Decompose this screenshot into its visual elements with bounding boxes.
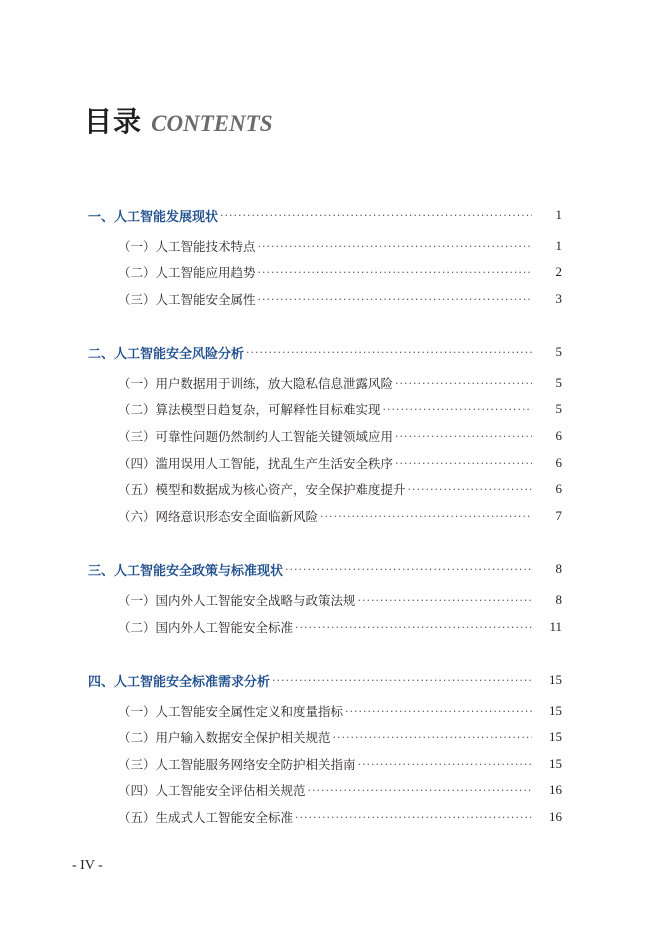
dot-leader [295, 621, 532, 634]
toc-entry-label: （五）生成式人工智能安全标准 [118, 810, 294, 825]
toc-entry-label: 一、人工智能发展现状 [88, 209, 219, 225]
toc-entry-page: 1 [555, 207, 562, 222]
toc-entry-label: （四）滥用误用人工智能，扰乱生产生活安全秩序 [118, 456, 394, 471]
toc-subsection-entry[interactable] [0, 807, 665, 827]
toc-entry-page: 8 [555, 561, 562, 576]
toc-subsection-entry[interactable] [0, 479, 665, 499]
dot-leader [246, 346, 532, 359]
toc-subsection-entry[interactable] [0, 373, 665, 393]
toc-entry-page: 15 [549, 729, 562, 744]
toc-entry-page: 15 [549, 672, 562, 687]
dot-leader [308, 784, 532, 797]
toc-entry-page: 5 [555, 401, 562, 416]
toc-entry-label: （二）算法模型日趋复杂，可解释性目标难实现 [118, 402, 381, 417]
dot-leader [358, 594, 532, 607]
toc-entry-page: 6 [555, 428, 562, 443]
dot-leader [258, 293, 532, 306]
toc-entry-page: 6 [555, 455, 562, 470]
toc-entry-label: 四、人工智能安全标准需求分析 [88, 674, 271, 690]
toc-entry-label: 三、人工智能安全政策与标准现状 [88, 563, 284, 579]
toc-title-cn: 目录 [84, 105, 143, 138]
toc-subsection-entry[interactable] [0, 289, 665, 309]
toc-entry-page: 2 [555, 264, 562, 279]
toc-subsection-entry[interactable] [0, 754, 665, 774]
toc-entry-label: （六）网络意识形态安全面临新风险 [118, 509, 319, 524]
toc-subsection-entry[interactable] [0, 262, 665, 282]
toc-entry-label: （五）模型和数据成为核心资产，安全保护难度提升 [118, 482, 406, 497]
toc-entry-page: 5 [555, 344, 562, 359]
toc-subsection-entry[interactable] [0, 236, 665, 256]
dot-leader [272, 674, 532, 687]
toc-subsection-entry[interactable] [0, 727, 665, 747]
toc-section-entry[interactable] [0, 670, 665, 690]
toc-entry-label: （一）人工智能安全属性定义和度量指标 [118, 704, 344, 719]
toc-entry-page: 16 [549, 782, 562, 797]
toc-subsection-entry[interactable] [0, 701, 665, 721]
toc-entry-label: （一）用户数据用于训练，放大隐私信息泄露风险 [118, 376, 394, 391]
toc-entry-page: 3 [555, 291, 562, 306]
toc-entry-page: 15 [549, 756, 562, 771]
dot-leader [258, 240, 532, 253]
toc-subsection-entry[interactable] [0, 506, 665, 526]
toc-title-en: CONTENTS [151, 111, 273, 136]
dot-leader [220, 209, 532, 222]
toc-section-entry[interactable] [0, 559, 665, 579]
toc-entry-label: （一）国内外人工智能安全战略与政策法规 [118, 593, 356, 608]
toc-subsection-entry[interactable] [0, 780, 665, 800]
toc-entry-label: （三）人工智能安全属性 [118, 292, 256, 307]
dot-leader [383, 403, 532, 416]
toc-entry-page: 7 [555, 508, 562, 523]
toc-entry-label: （二）国内外人工智能安全标准 [118, 620, 294, 635]
dot-leader [258, 266, 532, 279]
toc-entry-label: （三）人工智能服务网络安全防护相关指南 [118, 757, 356, 772]
toc-entry-page: 1 [555, 238, 562, 253]
dot-leader [395, 457, 532, 470]
toc-entry-page: 15 [549, 703, 562, 718]
toc-entry-page: 16 [549, 809, 562, 824]
toc-subsection-entry[interactable] [0, 399, 665, 419]
dot-leader [408, 483, 532, 496]
page-number: - IV - [72, 858, 103, 873]
dot-leader [345, 705, 532, 718]
toc-subsection-entry[interactable] [0, 617, 665, 637]
toc-entry-label: （四）人工智能安全评估相关规范 [118, 783, 306, 798]
toc-section-entry[interactable] [0, 342, 665, 362]
toc-entry-page: 8 [555, 592, 562, 607]
toc-entry-label: （二）用户输入数据安全保护相关规范 [118, 730, 331, 745]
dot-leader [395, 377, 532, 390]
dot-leader [395, 430, 532, 443]
toc-entry-label: 二、人工智能安全风险分析 [88, 346, 245, 362]
toc-subsection-entry[interactable] [0, 453, 665, 473]
dot-leader [333, 731, 532, 744]
toc-entry-page: 6 [555, 481, 562, 496]
dot-leader [358, 758, 532, 771]
toc-section-entry[interactable] [0, 205, 665, 225]
toc-entry-label: （二）人工智能应用趋势 [118, 265, 256, 280]
toc-entry-label: （一）人工智能技术特点 [118, 239, 256, 254]
toc-entry-label: （三）可靠性问题仍然制约人工智能关键领域应用 [118, 429, 394, 444]
dot-leader [285, 563, 532, 576]
toc-subsection-entry[interactable] [0, 590, 665, 610]
dot-leader [295, 811, 532, 824]
toc-entry-page: 5 [555, 375, 562, 390]
toc-subsection-entry[interactable] [0, 426, 665, 446]
toc-entry-page: 11 [549, 619, 562, 634]
dot-leader [320, 510, 532, 523]
